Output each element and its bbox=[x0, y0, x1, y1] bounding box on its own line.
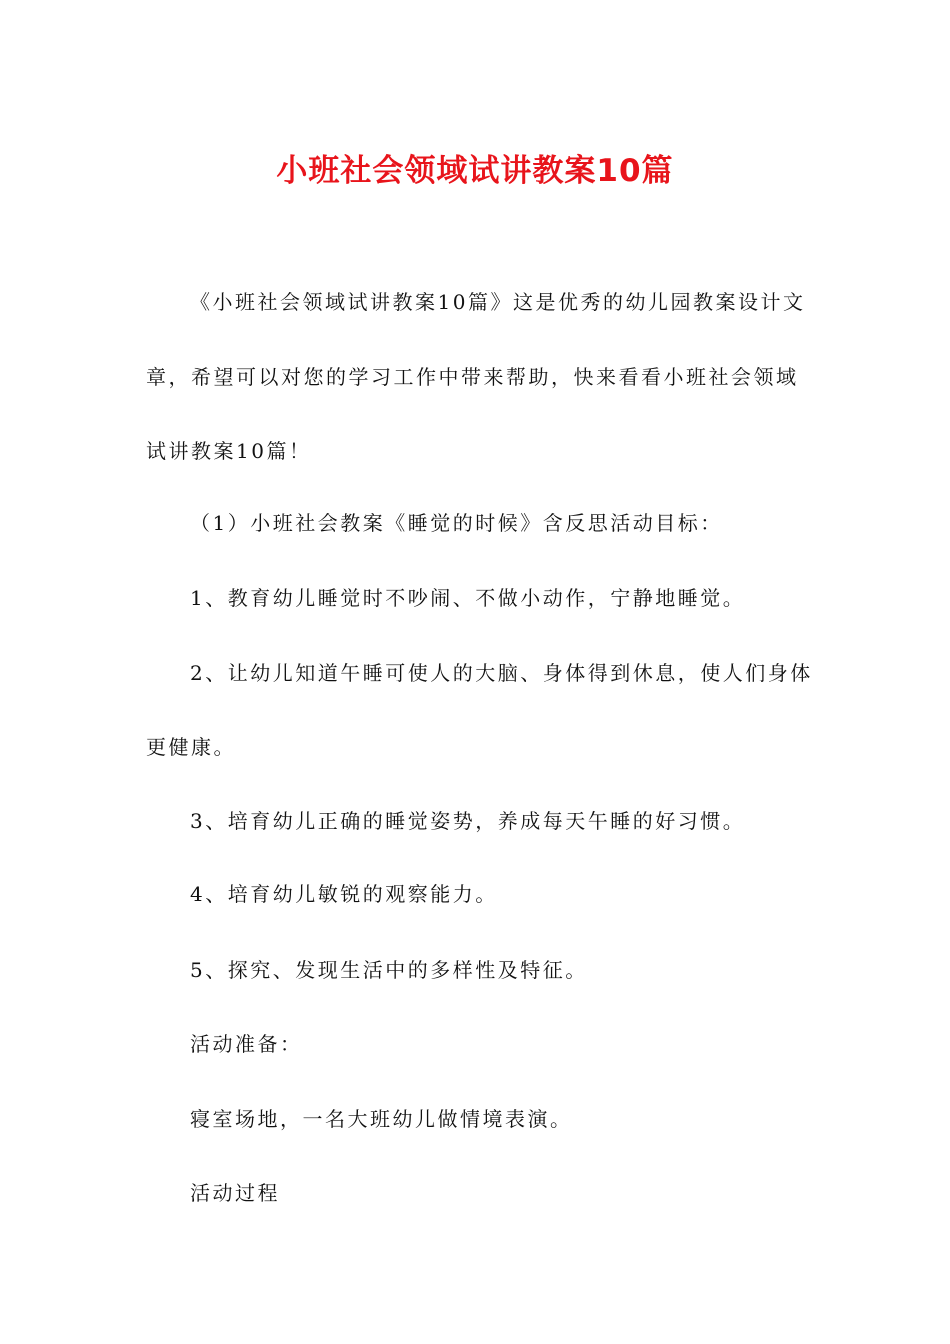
goal-item-3: 3、培育幼儿正确的睡觉姿势，养成每天午睡的好习惯。 bbox=[190, 809, 746, 833]
intro-line-1: 《小班社会领域试讲教案10篇》这是优秀的幼儿园教案设计文 bbox=[190, 290, 806, 314]
intro-line-2: 章，希望可以对您的学习工作中带来帮助，快来看看小班社会领域 bbox=[146, 365, 799, 389]
section-heading: （1）小班社会教案《睡觉的时候》含反思活动目标： bbox=[190, 511, 723, 535]
process-heading: 活动过程 bbox=[190, 1181, 280, 1205]
document-title: 小班社会领域试讲教案10篇 bbox=[276, 153, 674, 189]
goal-item-2: 2、让幼儿知道午睡可使人的大脑、身体得到休息，使人们身体 bbox=[190, 661, 813, 685]
preparation-text: 寝室场地，一名大班幼儿做情境表演。 bbox=[190, 1107, 573, 1131]
goal-item-5: 5、探究、发现生活中的多样性及特征。 bbox=[190, 958, 588, 982]
preparation-heading: 活动准备： bbox=[190, 1032, 303, 1056]
goal-item-2-continued: 更健康。 bbox=[146, 735, 236, 759]
goal-item-1: 1、教育幼儿睡觉时不吵闹、不做小动作，宁静地睡觉。 bbox=[190, 586, 746, 610]
intro-line-3: 试讲教案10篇！ bbox=[146, 439, 312, 463]
goal-item-4: 4、培育幼儿敏锐的观察能力。 bbox=[190, 882, 498, 906]
